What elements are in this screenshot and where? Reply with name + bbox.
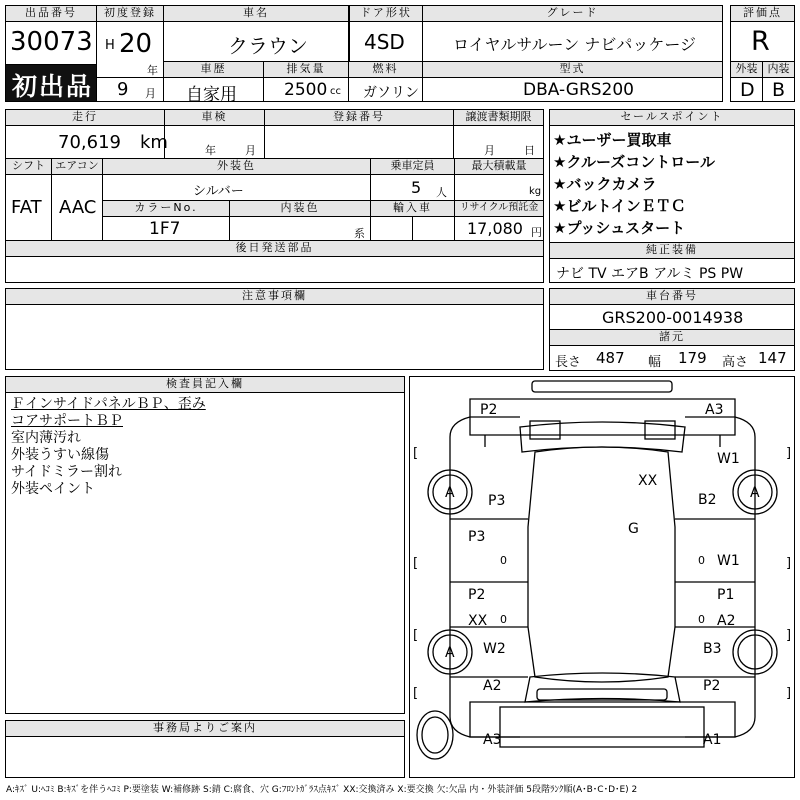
exterior-label: 外装 [730,61,763,78]
int-color-box [229,216,371,241]
sales-points-box [549,125,795,243]
lot-number: 30073 [10,27,93,57]
mark-roof: G [628,521,639,537]
int-color-label: 内装色 [229,200,371,217]
legend: A:ｷｽﾞ U:ﾍｺﾐ B:ｷｽﾞを伴うﾍｺﾐ P:要塗装 W:補修跡 S:錆 C:腐食、穴 G:ﾌﾛﾝﾄｶﾞﾗｽ点ｷｽﾞ XX:交換済み X:要交換 欠:欠品 内・外装評価 5段階ﾗﾝｸ順(A･B･C･D･E) 2 [6,785,638,795]
capacity-unit: 人 [436,186,447,199]
history-label: 車歴 [163,61,264,78]
height-label: 高さ [722,355,749,370]
reg-label: 初度登録 [96,5,164,22]
load-unit: kg [529,186,542,197]
displacement-unit: cc [330,86,341,97]
mark-left-front-fender: P3 [488,493,506,509]
import-box-1 [370,216,413,241]
lot-number-box [5,21,97,65]
first-listing-text: 初出品 [12,72,94,101]
chassis-number: GRS200-0014938 [602,308,744,327]
equipment-label: 純正装備 [549,242,795,259]
door-label: ドア形状 [349,5,423,22]
mark-right-rear-fender: B3 [703,641,722,657]
office-label: 事務局よりご案内 [5,720,405,737]
transfer-day-unit: 日 [524,144,535,157]
model-label: 型式 [422,61,723,78]
capacity-box [370,174,455,201]
sales-point-item: ★クルーズコントロール [553,153,715,171]
width-label: 幅 [648,355,662,370]
mark-right-front-door-num: 0 [698,554,705,567]
import-box-2 [412,216,455,241]
mark-left-front-door: P3 [468,529,486,545]
mileage-label: 走行 [5,109,165,126]
inspector-note: ＦインサイドパネルＢＰ、歪み [11,396,206,412]
door-box [349,21,423,62]
history-box [163,77,264,105]
reg-box [96,21,164,78]
svg-text:]: ] [786,628,792,643]
exterior-grade: D [740,79,755,101]
svg-text:[: [ [413,556,419,571]
interior-label: 内装 [762,61,795,78]
equipment: ナビ TV エアB アルミ PS PW [556,266,744,282]
fuel: ガソリン [363,85,419,101]
interior-box [762,77,795,102]
svg-text:[: [ [413,446,419,461]
chassis-box [549,304,795,330]
recycle-amount: 17,080 [467,219,523,238]
length: 487 [596,349,625,367]
transfer-month-unit: 月 [484,144,495,157]
front-bumper-strip [532,381,672,392]
insp-month-unit: 月 [245,144,256,157]
mark-left-rear-quarter: A2 [483,678,502,694]
lot-number-label: 出品番号 [5,5,97,22]
exterior-box [730,77,763,102]
reg-era: H [105,38,115,53]
inspector-note: 外装うすい線傷 [11,447,109,463]
inspector-note: サイドミラー割れ [11,464,123,480]
transfer-label: 譲渡書類期限 [453,109,544,126]
score: R [751,26,770,57]
mileage-unit: km [140,132,168,153]
notes-box [5,304,544,370]
mark-left-front-door-num: 0 [500,554,507,567]
recycle-box [454,216,544,241]
svg-text:]: ] [786,556,792,571]
door-type: 4SD [364,30,405,54]
car-name-box [163,21,349,62]
load-label: 最大積載量 [454,158,544,175]
mark-right-rear-quarter: P2 [703,678,721,694]
chassis-label: 車台番号 [549,288,795,305]
svg-text:]: ] [786,446,792,461]
color-no: 1F7 [149,219,181,239]
inspector-note: 室内薄汚れ [11,430,81,446]
rear-window [525,673,680,702]
mileage: 70,619 [58,132,121,153]
mark-right-rear-door-2: A2 [717,613,736,629]
capacity: 5 [411,178,422,197]
mark-right-rear-door-num: 0 [698,613,705,626]
ac-box [51,174,103,241]
dimensions-label: 諸元 [549,329,795,346]
reg-year: 20 [119,29,153,59]
mark-front-left: P2 [480,402,498,418]
color-no-label: カラーNo. [102,200,230,217]
inspector-label: 検査員記入欄 [5,376,405,393]
model-box [422,77,723,102]
mark-rear-left: A3 [483,732,502,748]
import-label: 輸入車 [370,200,455,217]
inspector-note: 外装ペイント [11,481,95,497]
grade-label: グレード [422,5,723,22]
notes-label: 注意事項欄 [5,288,544,305]
ext-color: シルバー [193,184,244,199]
transfer-box [453,125,544,159]
fuel-label: 燃料 [348,61,423,78]
reg-number-label: 登録番号 [264,109,454,126]
int-color-unit: 系 [354,227,365,240]
mark-right-front-fender: W1 [717,451,740,467]
sales-point-item: ★プッシュスタート [553,219,686,237]
height: 147 [758,349,787,367]
interior-grade: B [772,79,786,101]
dimensions-box [549,345,795,371]
inspection-label: 車検 [164,109,265,126]
sales-point-item: ★ビルトインＥＴＣ [553,197,686,215]
mark-hood: XX [638,473,658,489]
fuel-box [348,77,423,102]
shift-box [5,174,52,241]
mark-right-front-wheel: A [750,485,760,501]
mark-front-right: A3 [705,402,724,418]
ext-color-label: 外装色 [102,158,371,175]
color-no-box [102,216,230,241]
ac: AAC [59,197,97,218]
car-name-label: 車名 [163,5,349,22]
width: 179 [678,349,707,367]
inspector-note: コアサポートＢＰ [11,413,123,429]
history: 自家用 [186,85,237,105]
svg-text:[: [ [413,628,419,643]
car-diagram [409,376,795,778]
mark-right-rear-door: P1 [717,587,735,603]
mark-left-rear-door: P2 [468,587,486,603]
mark-right-front-panel: B2 [698,492,717,508]
grade: ロイヤルサルーン ナビパッケージ [453,35,697,54]
grade-box [422,21,723,62]
ext-color-box [102,174,371,201]
equipment-box [549,258,795,283]
svg-text:]: ] [786,686,792,701]
recycle-label: リサイクル預託金 [454,200,544,217]
office-box [5,736,405,778]
mark-left-rear-door-2: XX [468,613,488,629]
first-listing-badge [5,64,97,102]
model: DBA-GRS200 [523,80,634,100]
inspection-box [164,125,265,159]
score-box [730,21,795,62]
mileage-box [5,125,168,159]
mark-left-front-wheel: A [445,485,455,501]
shift-label: シフト [5,158,52,175]
recycle-unit: 円 [531,226,542,239]
mark-left-rear-wheel: A [445,645,455,661]
mark-left-rear-door-num: 0 [500,613,507,626]
capacity-label: 乗車定員 [370,158,455,175]
mark-rear-right: A1 [703,732,722,748]
sales-points-label: セールスポイント [549,109,795,126]
inspector-box [5,392,405,714]
ac-label: エアコン [51,158,103,175]
insp-year-unit: 年 [205,144,216,157]
svg-text:[: [ [413,686,419,701]
reg-month-box [96,77,164,102]
reg-month-unit: 月 [145,87,156,100]
car-diagram-svg [410,377,794,777]
displacement-box [263,77,349,102]
load-box [454,174,544,201]
sales-point-item: ★バックカメラ [553,175,657,193]
displacement-label: 排気量 [263,61,349,78]
length-label: 長さ [555,355,582,370]
displacement: 2500 [284,80,328,100]
reg-year-unit: 年 [147,64,158,77]
mark-right-front-door: W1 [717,553,740,569]
shift: FAT [11,197,42,218]
later-parts-box [5,256,544,283]
car-name: クラウン [228,34,308,58]
sales-point-item: ★ユーザー買取車 [553,131,672,149]
later-parts-label: 後日発送部品 [5,240,544,257]
reg-number-box [264,125,454,159]
reg-month: 9 [117,79,129,100]
mark-left-rear-fender: W2 [483,641,506,657]
score-label: 評価点 [730,5,795,22]
